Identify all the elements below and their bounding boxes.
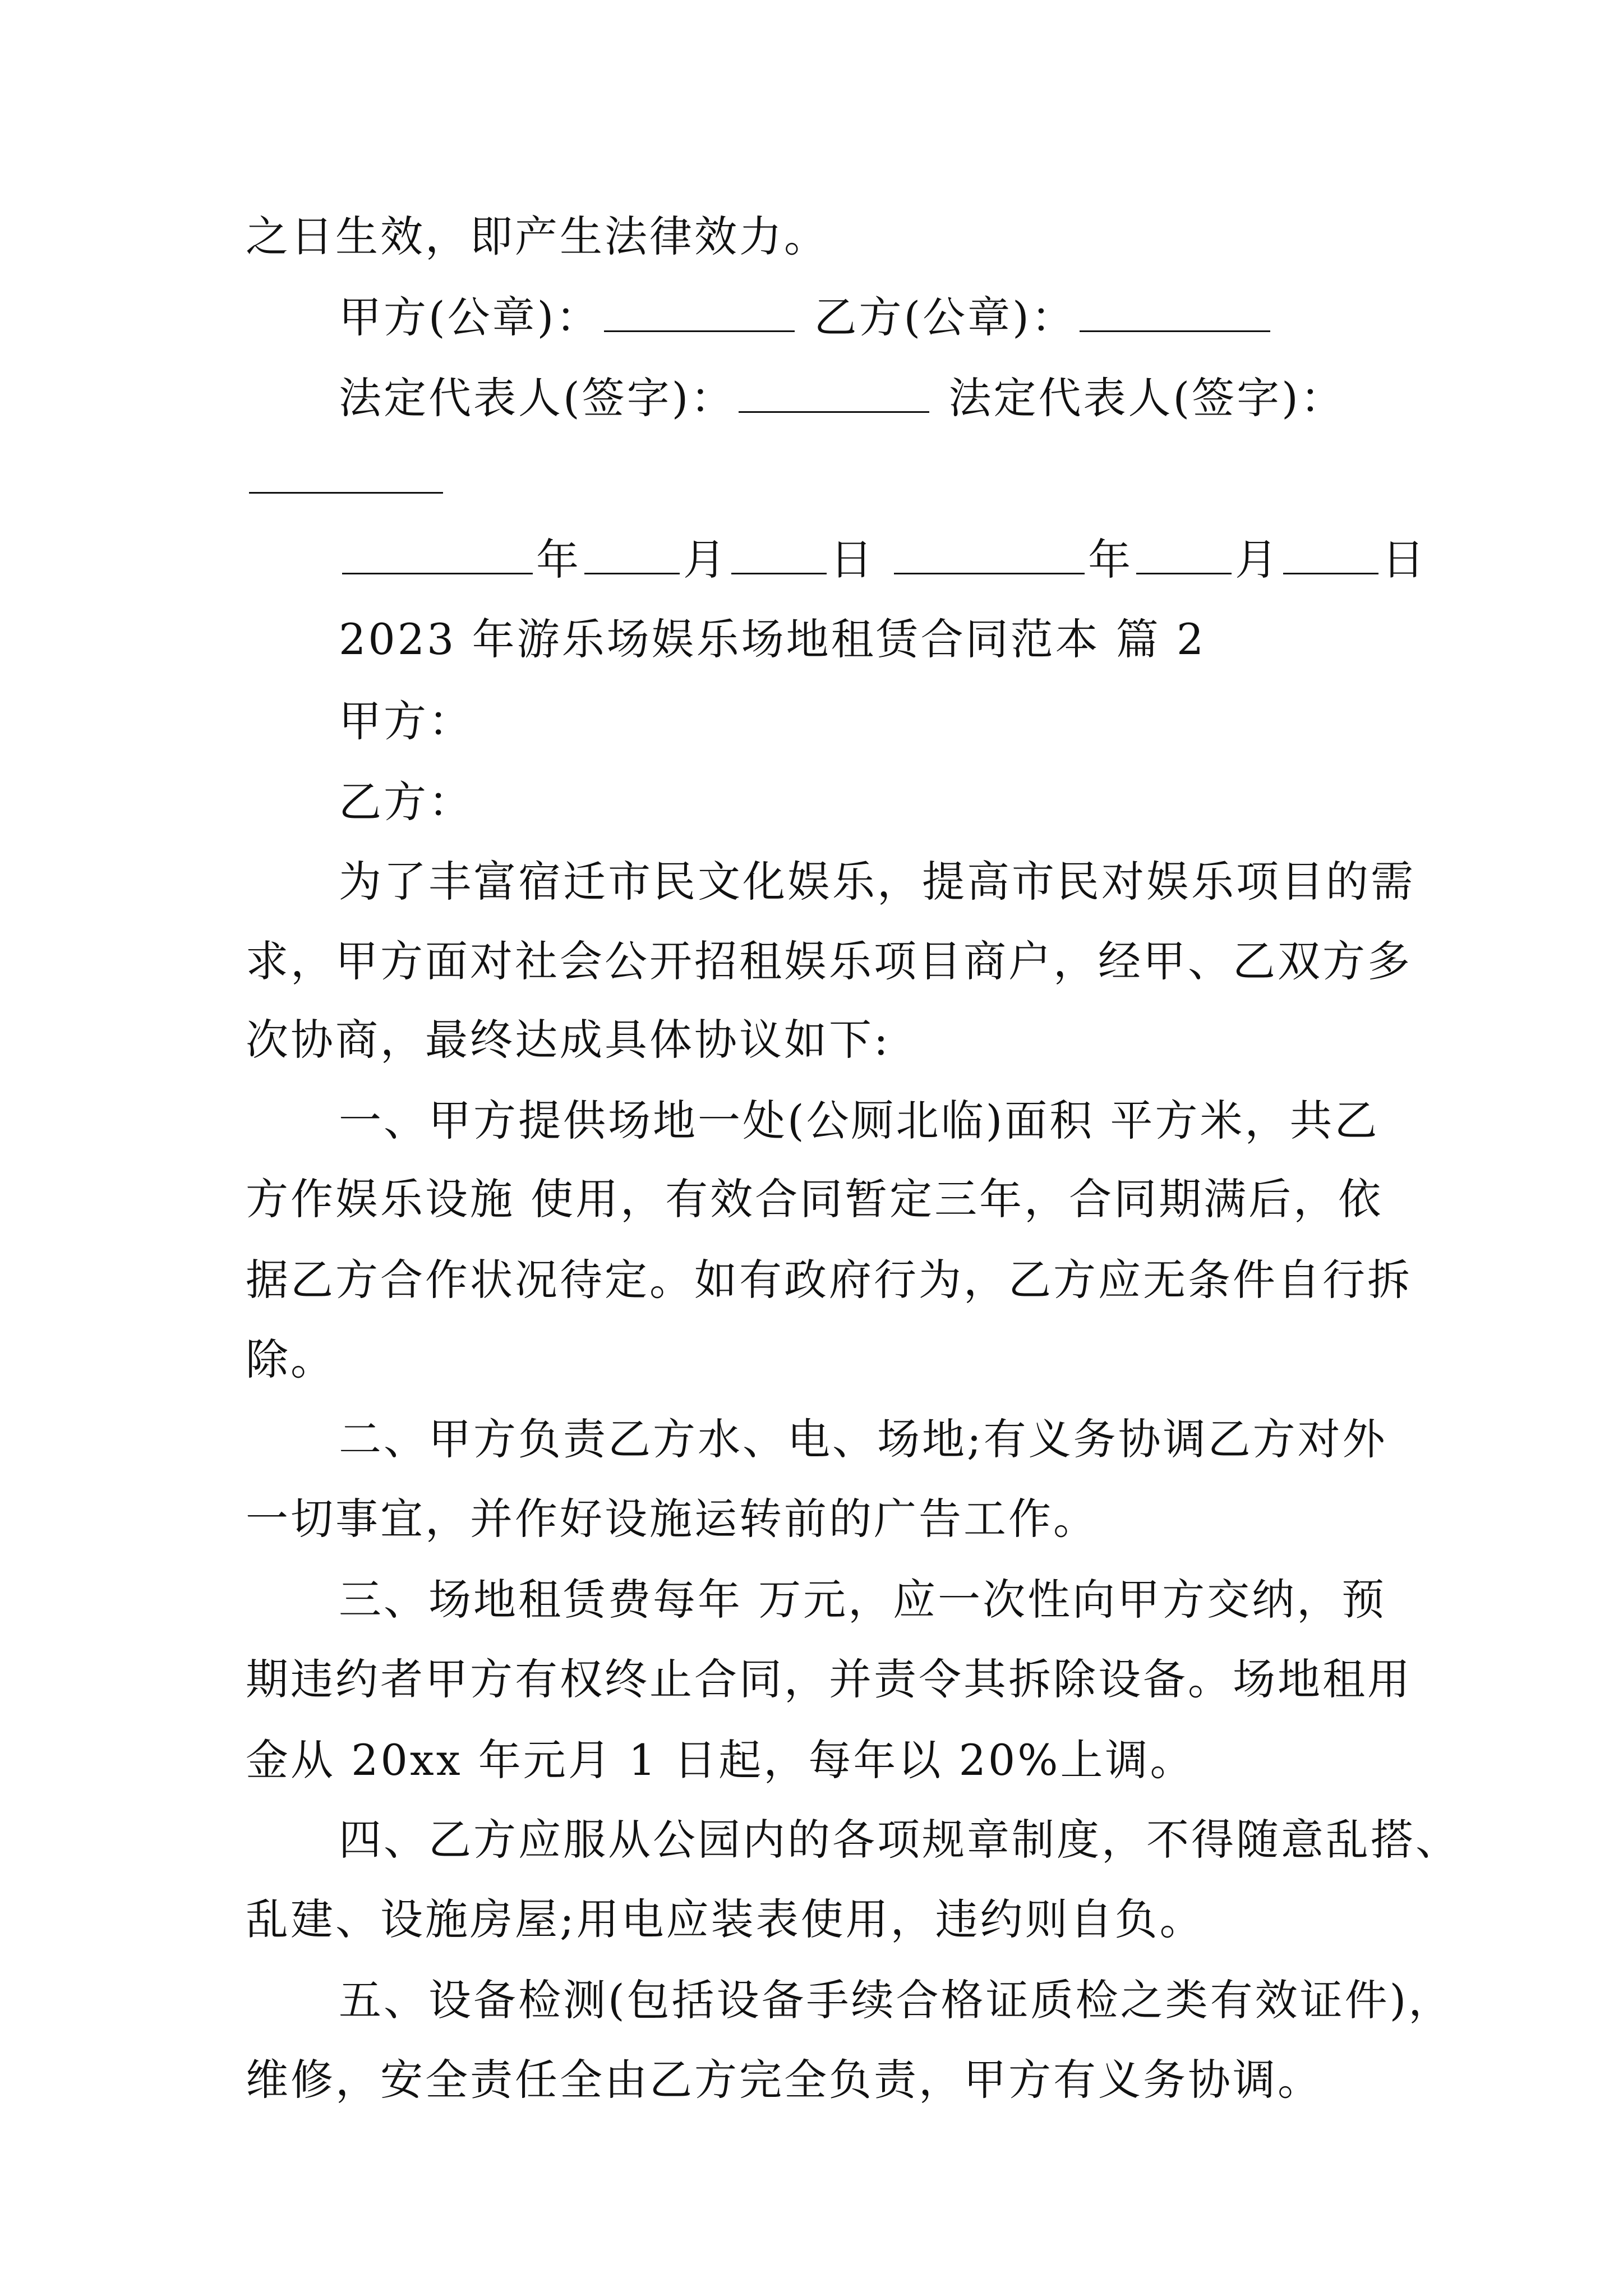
paragraph-4-line-2: 期违约者甲方有权终止合同，并责令其拆除设备。场地租用 bbox=[246, 1654, 1412, 1704]
paragraph-3-line-2: 一切事宜，并作好设施运转前的广告工作。 bbox=[246, 1494, 1098, 1544]
party-b-seal-blank bbox=[1080, 295, 1270, 332]
rep-a-blank bbox=[739, 375, 929, 413]
paragraph-6-line-2: 维修，安全责任全由乙方完全负责，甲方有义务协调。 bbox=[246, 2055, 1322, 2105]
date-b-year-blank bbox=[894, 537, 1085, 574]
paragraph-1-line-1: 为了丰富宿迁市民文化娱乐，提高市民对娱乐项目的需 bbox=[339, 857, 1415, 907]
date-a-month: 月 bbox=[683, 535, 728, 585]
date-a-day-blank bbox=[731, 537, 827, 574]
paragraph-5-line-1: 四、乙方应服从公园内的各项规章制度，不得随意乱搭、 bbox=[339, 1815, 1460, 1865]
paragraph-1-line-3: 次协商，最终达成具体协议如下: bbox=[246, 1015, 891, 1065]
party-b-line: 乙方： bbox=[339, 777, 473, 827]
seal-line bbox=[339, 289, 1393, 346]
rep-a-label: 法定代表人(签字)： bbox=[339, 373, 736, 423]
date-b-month-blank bbox=[1136, 537, 1232, 574]
party-a-seal-blank bbox=[604, 295, 795, 332]
date-b-day-blank bbox=[1283, 537, 1378, 574]
party-a-seal-label: 甲方(公章)： bbox=[339, 292, 601, 342]
paragraph-4-line-1: 三、场地租赁费每年 万元，应一次性向甲方交纳，预 bbox=[339, 1575, 1387, 1625]
paragraph-2-line-4: 除。 bbox=[246, 1335, 335, 1384]
date-a-day: 日 bbox=[830, 535, 875, 585]
paragraph-4-line-3: 金从 20xx 年元月 1 日起，每年以 20%上调。 bbox=[246, 1735, 1195, 1785]
paragraph-2-line-1: 一、甲方提供场地一处(公厕北临)面积 平方米，共乙 bbox=[339, 1096, 1380, 1145]
rep-b-blank-line bbox=[246, 451, 1390, 507]
party-b-seal-label: 乙方(公章)： bbox=[814, 292, 1076, 342]
rep-b-blank bbox=[249, 456, 443, 494]
paragraph-6-line-1: 五、设备检测(包括设备手续合格证质检之类有效证件)， bbox=[339, 1975, 1454, 2025]
date-b-month: 月 bbox=[1235, 535, 1280, 585]
paragraph-2-line-2: 方作娱乐设施 使用，有效合同暂定三年，合同期满后，依 bbox=[246, 1174, 1384, 1224]
paragraph-1-line-2: 求，甲方面对社会公开招租娱乐项目商户，经甲、乙双方多 bbox=[246, 936, 1412, 986]
date-b-year: 年 bbox=[1088, 535, 1133, 585]
section-title: 2023 年游乐场娱乐场地租赁合同范本 篇 2 bbox=[339, 614, 1206, 664]
paragraph-2-line-3: 据乙方合作状况待定。如有政府行为，乙方应无条件自行拆 bbox=[246, 1255, 1412, 1305]
date-a-month-blank bbox=[584, 537, 680, 574]
paragraph-5-line-2: 乱建、设施房屋;用电应装表使用，违约则自负。 bbox=[246, 1894, 1205, 1944]
party-a-line: 甲方： bbox=[339, 696, 473, 746]
date-b-day: 日 bbox=[1382, 535, 1427, 585]
rep-b-label: 法定代表人(签字)： bbox=[948, 373, 1345, 423]
date-a-year-blank bbox=[342, 537, 533, 574]
paragraph-3-line-1: 二、甲方负责乙方水、电、场地;有义务协调乙方对外 bbox=[339, 1414, 1387, 1464]
previous-clause-ending: 之日生效，即产生法律效力。 bbox=[246, 211, 829, 261]
date-line bbox=[339, 532, 1427, 588]
date-a-year: 年 bbox=[536, 535, 581, 585]
representative-line bbox=[339, 370, 1393, 426]
